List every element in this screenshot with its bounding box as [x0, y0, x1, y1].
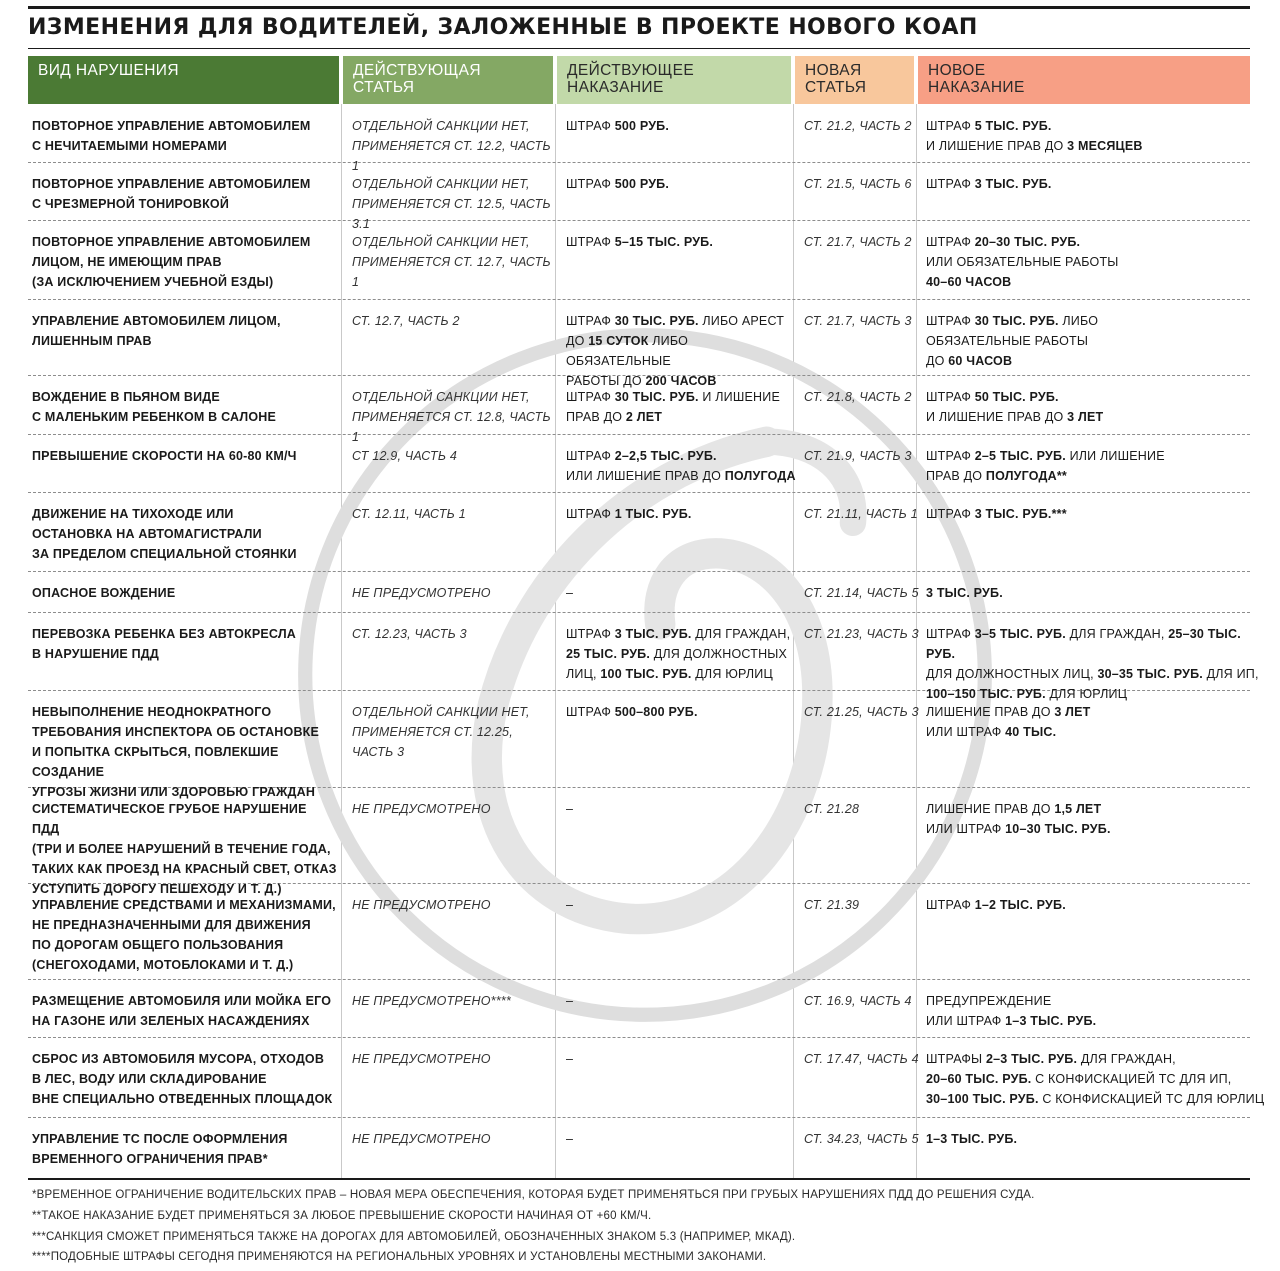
- cell-current-penalty: ШТРАФ 500 РУБ.: [566, 177, 670, 191]
- table-row: [28, 787, 1250, 896]
- cell-current-article: ОТДЕЛЬНОЙ САНКЦИИ НЕТ, ПРИМЕНЯЕТСЯ СТ. 12.2, ЧАСТЬ 1: [352, 119, 551, 173]
- cell-current-article: НЕ ПРЕДУСМОТРЕНО: [352, 802, 491, 816]
- cell-new-article: СТ. 17.47, ЧАСТЬ 4: [804, 1052, 919, 1066]
- cell-current-penalty: –: [566, 1132, 574, 1146]
- cell-current-article: НЕ ПРЕДУСМОТРЕНО: [352, 898, 491, 912]
- cell-current-penalty: –: [566, 1052, 574, 1066]
- header-new-article: [795, 56, 914, 104]
- cell-current-article: НЕ ПРЕДУСМОТРЕНО: [352, 586, 491, 600]
- table-row: [28, 571, 1250, 613]
- table-row: [28, 1117, 1250, 1178]
- cell-current-article: ОТДЕЛЬНОЙ САНКЦИИ НЕТ, ПРИМЕНЯЕТСЯ СТ. 12.8, ЧАСТЬ 1: [352, 390, 551, 444]
- cell-new-penalty: ШТРАФ 3 ТЫС. РУБ.: [926, 177, 1052, 191]
- cell-new-article: СТ. 21.8, ЧАСТЬ 2: [804, 390, 912, 404]
- cell-violation: УПРАВЛЕНИЕ АВТОМОБИЛЕМ ЛИЦОМ, ЛИШЕННЫМ ПРАВ: [32, 314, 281, 348]
- footnote: ***САНКЦИЯ СМОЖЕТ ПРИМЕНЯТЬСЯ ТАКЖЕ НА ДОРОГАХ ДЛЯ АВТОМОБИЛЕЙ, ОБОЗНАЧЕННЫХ ЗНАКОМ 5.3 (НАПРИМЕР, МКАД).: [32, 1231, 796, 1243]
- cell-new-penalty: ШТРАФ 2–5 ТЫС. РУБ. ИЛИ ЛИШЕНИЕ ПРАВ ДО ПОЛУГОДА**: [926, 449, 1165, 483]
- cell-new-article: СТ. 21.39: [804, 898, 860, 912]
- header-current-penalty-label: ДЕЙСТВУЮЩЕЕ НАКАЗАНИЕ: [567, 62, 695, 96]
- cell-violation: УПРАВЛЕНИЕ СРЕДСТВАМИ И МЕХАНИЗМАМИ, НЕ ПРЕДНАЗНАЧЕННЫМИ ДЛЯ ДВИЖЕНИЯ ПО ДОРОГАМ ОБЩЕГО ПОЛЬЗОВАНИЯ (СНЕГОХОДАМИ, МОТОБЛОКАМИ И Т. Д.): [32, 898, 336, 972]
- table-row: [28, 690, 1250, 799]
- cell-current-penalty: ШТРАФ 30 ТЫС. РУБ. ЛИБО АРЕСТ ДО 15 СУТОК ЛИБО ОБЯЗАТЕЛЬНЫЕ РАБОТЫ ДО 200 ЧАСОВ: [566, 314, 785, 388]
- cell-current-penalty: –: [566, 586, 574, 600]
- cell-new-penalty: ШТРАФ 1–2 ТЫС. РУБ.: [926, 898, 1066, 912]
- cell-current-penalty: ШТРАФ 500–800 РУБ.: [566, 705, 698, 719]
- cell-current-penalty: ШТРАФ 30 ТЫС. РУБ. И ЛИШЕНИЕ ПРАВ ДО 2 ЛЕТ: [566, 390, 780, 424]
- cell-new-penalty: ШТРАФ 5 ТЫС. РУБ. И ЛИШЕНИЕ ПРАВ ДО 3 МЕСЯЦЕВ: [926, 119, 1143, 153]
- cell-current-article: СТ. 12.23, ЧАСТЬ 3: [352, 627, 467, 641]
- cell-current-article: ОТДЕЛЬНОЙ САНКЦИИ НЕТ, ПРИМЕНЯЕТСЯ СТ. 12.5, ЧАСТЬ 3.1: [352, 177, 551, 231]
- table-row: [28, 612, 1259, 701]
- cell-new-article: СТ. 21.28: [804, 802, 860, 816]
- cell-current-article: ОТДЕЛЬНОЙ САНКЦИИ НЕТ, ПРИМЕНЯЕТСЯ СТ. 12.25, ЧАСТЬ 3: [352, 705, 530, 759]
- cell-violation: ДВИЖЕНИЕ НА ТИХОХОДЕ ИЛИ ОСТАНОВКА НА АВТОМАГИСТРАЛИ ЗА ПРЕДЕЛОМ СПЕЦИАЛЬНОЙ СТОЯНКИ: [32, 507, 297, 561]
- cell-current-penalty: ШТРАФ 2–2,5 ТЫС. РУБ. ИЛИ ЛИШЕНИЕ ПРАВ ДО ПОЛУГОДА: [566, 449, 796, 483]
- cell-violation: НЕВЫПОЛНЕНИЕ НЕОДНОКРАТНОГО ТРЕБОВАНИЯ ИНСПЕКТОРА ОБ ОСТАНОВКЕ И ПОПЫТКА СКРЫТЬСЯ, ПОВЛЕКШИЕ СОЗДАНИЕ УГРОЗЫ ЖИЗНИ ИЛИ ЗДОРОВЬЮ ГРАЖДАН: [32, 705, 320, 799]
- header-current-article-label: ДЕЙСТВУЮЩАЯ СТАТЬЯ: [353, 62, 481, 96]
- cell-new-penalty: ЛИШЕНИЕ ПРАВ ДО 1,5 ЛЕТ ИЛИ ШТРАФ 10–30 ТЫС. РУБ.: [926, 802, 1111, 836]
- cell-new-article: СТ. 21.14, ЧАСТЬ 5: [804, 586, 919, 600]
- cell-current-penalty: ШТРАФ 5–15 ТЫС. РУБ.: [566, 235, 714, 249]
- cell-new-article: СТ. 34.23, ЧАСТЬ 5: [804, 1132, 919, 1146]
- cell-violation: ПОВТОРНОЕ УПРАВЛЕНИЕ АВТОМОБИЛЕМ ЛИЦОМ, НЕ ИМЕЮЩИМ ПРАВ (ЗА ИСКЛЮЧЕНИЕМ УЧЕБНОЙ ЕЗДЫ): [32, 235, 311, 289]
- cell-new-penalty: ЛИШЕНИЕ ПРАВ ДО 3 ЛЕТ ИЛИ ШТРАФ 40 ТЫС.: [926, 705, 1091, 739]
- cell-violation: ВОЖДЕНИЕ В ПЬЯНОМ ВИДЕ С МАЛЕНЬКИМ РЕБЕНКОМ В САЛОНЕ: [32, 390, 277, 424]
- cell-current-penalty: ШТРАФ 500 РУБ.: [566, 119, 670, 133]
- cell-new-penalty: ПРЕДУПРЕЖДЕНИЕ ИЛИ ШТРАФ 1–3 ТЫС. РУБ.: [926, 994, 1097, 1028]
- table-row: [28, 1037, 1265, 1118]
- cell-new-article: СТ. 21.7, ЧАСТЬ 2: [804, 235, 912, 249]
- cell-new-article: СТ. 21.25, ЧАСТЬ 3: [804, 705, 919, 719]
- header-current-penalty: [557, 56, 791, 104]
- cell-current-article: НЕ ПРЕДУСМОТРЕНО: [352, 1132, 491, 1146]
- cell-new-article: СТ. 21.7, ЧАСТЬ 3: [804, 314, 912, 328]
- cell-violation: СБРОС ИЗ АВТОМОБИЛЯ МУСОРА, ОТХОДОВ В ЛЕС, ВОДУ ИЛИ СКЛАДИРОВАНИЕ ВНЕ СПЕЦИАЛЬНО ОТВЕДЕННЫХ ПЛОЩАДОК: [32, 1052, 333, 1106]
- cell-current-article: ОТДЕЛЬНОЙ САНКЦИИ НЕТ, ПРИМЕНЯЕТСЯ СТ. 12.7, ЧАСТЬ 1: [352, 235, 551, 289]
- cell-violation: СИСТЕМАТИЧЕСКОЕ ГРУБОЕ НАРУШЕНИЕ ПДД (ТРИ И БОЛЕЕ НАРУШЕНИЙ В ТЕЧЕНИЕ ГОДА, ТАКИХ КАК ПРОЕЗД НА КРАСНЫЙ СВЕТ, ОТКАЗ УСТУПИТЬ ДОРОГУ ПЕШЕХОДУ И Т. Д.): [32, 802, 337, 896]
- header-current-article: [343, 56, 553, 104]
- cell-violation: РАЗМЕЩЕНИЕ АВТОМОБИЛЯ ИЛИ МОЙКА ЕГО НА ГАЗОНЕ ИЛИ ЗЕЛЕНЫХ НАСАЖДЕНИЯХ: [32, 994, 332, 1028]
- header-violation: [28, 56, 339, 104]
- table-row: [28, 104, 1250, 173]
- top-rule: [28, 6, 1250, 9]
- cell-current-penalty: ШТРАФ 3 ТЫС. РУБ. ДЛЯ ГРАЖДАН, 25 ТЫС. РУБ. ДЛЯ ДОЛЖНОСТНЫХ ЛИЦ, 100 ТЫС. РУБ. ДЛЯ ЮРЛИЦ: [566, 627, 791, 681]
- table-bottom-rule: [28, 1178, 1250, 1180]
- page-title: ИЗМЕНЕНИЯ ДЛЯ ВОДИТЕЛЕЙ, ЗАЛОЖЕННЫЕ В ПРОЕКТЕ НОВОГО КОАП: [28, 15, 978, 40]
- cell-current-article: НЕ ПРЕДУСМОТРЕНО****: [352, 994, 511, 1008]
- cell-new-penalty: ШТРАФ 30 ТЫС. РУБ. ЛИБО ОБЯЗАТЕЛЬНЫЕ РАБОТЫ ДО 60 ЧАСОВ: [926, 314, 1099, 368]
- cell-current-article: НЕ ПРЕДУСМОТРЕНО: [352, 1052, 491, 1066]
- cell-new-penalty: ШТРАФ 20–30 ТЫС. РУБ. ИЛИ ОБЯЗАТЕЛЬНЫЕ РАБОТЫ 40–60 ЧАСОВ: [926, 235, 1119, 289]
- table-row: [28, 883, 1250, 980]
- header-violation-label: ВИД НАРУШЕНИЯ: [38, 62, 179, 79]
- footnote: ****ПОДОБНЫЕ ШТРАФЫ СЕГОДНЯ ПРИМЕНЯЮТСЯ НА РЕГИОНАЛЬНЫХ УРОВНЯХ И УСТАНОВЛЕНЫ МЕСТНЫМИ ЗАКОНАМИ.: [32, 1251, 767, 1263]
- cell-violation: ОПАСНОЕ ВОЖДЕНИЕ: [32, 586, 176, 600]
- cell-new-article: СТ. 21.2, ЧАСТЬ 2: [804, 119, 912, 133]
- cell-new-penalty: ШТРАФЫ 2–3 ТЫС. РУБ. ДЛЯ ГРАЖДАН, 20–60 ТЫС. РУБ. С КОНФИСКАЦИЕЙ ТС ДЛЯ ИП, 30–100 ТЫС. РУБ. С КОНФИСКАЦИЕЙ ТС ДЛЯ ЮРЛИЦ: [926, 1052, 1265, 1106]
- title-rule: [28, 48, 1250, 49]
- table-row: [28, 375, 1250, 444]
- header-new-penalty: [918, 56, 1250, 104]
- cell-new-article: СТ. 21.5, ЧАСТЬ 6: [804, 177, 912, 191]
- cell-violation: УПРАВЛЕНИЕ ТС ПОСЛЕ ОФОРМЛЕНИЯ ВРЕМЕННОГО ОГРАНИЧЕНИЯ ПРАВ*: [32, 1132, 288, 1166]
- cell-violation: ПЕРЕВОЗКА РЕБЕНКА БЕЗ АВТОКРЕСЛА В НАРУШЕНИЕ ПДД: [32, 627, 297, 661]
- cell-new-penalty: 1–3 ТЫС. РУБ.: [926, 1132, 1018, 1146]
- cell-new-penalty: ШТРАФ 50 ТЫС. РУБ. И ЛИШЕНИЕ ПРАВ ДО 3 ЛЕТ: [926, 390, 1104, 424]
- cell-new-article: СТ. 21.9, ЧАСТЬ 3: [804, 449, 912, 463]
- table-row: [28, 979, 1250, 1038]
- table-row: [28, 162, 1250, 231]
- cell-current-article: СТ. 12.11, ЧАСТЬ 1: [352, 507, 466, 521]
- cell-current-penalty: –: [566, 898, 574, 912]
- table-row: [28, 434, 1250, 493]
- table-row: [28, 492, 1250, 572]
- cell-new-penalty: ШТРАФ 3–5 ТЫС. РУБ. ДЛЯ ГРАЖДАН, 25–30 ТЫС. РУБ. ДЛЯ ДОЛЖНОСТНЫХ ЛИЦ, 30–35 ТЫС. РУБ. ДЛЯ ИП, 100–150 ТЫС. РУБ. ДЛЯ ЮРЛИЦ: [926, 627, 1259, 701]
- table-row: [28, 299, 1250, 388]
- header-new-article-label: НОВАЯ СТАТЬЯ: [805, 62, 867, 96]
- cell-new-article: СТ. 21.23, ЧАСТЬ 3: [804, 627, 919, 641]
- cell-new-article: СТ. 16.9, ЧАСТЬ 4: [804, 994, 912, 1008]
- cell-current-article: СТ. 12.7, ЧАСТЬ 2: [352, 314, 460, 328]
- cell-current-penalty: –: [566, 994, 574, 1008]
- cell-violation: ПРЕВЫШЕНИЕ СКОРОСТИ НА 60-80 КМ/Ч: [32, 449, 297, 463]
- cell-current-penalty: ШТРАФ 1 ТЫС. РУБ.: [566, 507, 692, 521]
- cell-new-article: СТ. 21.11, ЧАСТЬ 1: [804, 507, 918, 521]
- cell-current-penalty: –: [566, 802, 574, 816]
- footnote: *ВРЕМЕННОЕ ОГРАНИЧЕНИЕ ВОДИТЕЛЬСКИХ ПРАВ – НОВАЯ МЕРА ОБЕСПЕЧЕНИЯ, КОТОРАЯ БУДЕТ ПРИМЕНЯТЬСЯ ПРИ ГРУБЫХ НАРУШЕНИЯХ ПДД ДО РЕШЕНИЯ СУДА.: [32, 1189, 1035, 1201]
- table-row: [28, 220, 1250, 300]
- cell-new-penalty: 3 ТЫС. РУБ.: [926, 586, 1003, 600]
- header-new-penalty-label: НОВОЕ НАКАЗАНИЕ: [928, 62, 1025, 96]
- cell-current-article: СТ 12.9, ЧАСТЬ 4: [352, 449, 458, 463]
- cell-violation: ПОВТОРНОЕ УПРАВЛЕНИЕ АВТОМОБИЛЕМ С НЕЧИТАЕМЫМИ НОМЕРАМИ: [32, 119, 311, 153]
- cell-new-penalty: ШТРАФ 3 ТЫС. РУБ.***: [926, 507, 1067, 521]
- footnote: **ТАКОЕ НАКАЗАНИЕ БУДЕТ ПРИМЕНЯТЬСЯ ЗА ЛЮБОЕ ПРЕВЫШЕНИЕ СКОРОСТИ НАЧИНАЯ ОТ +60 КМ/Ч.: [32, 1210, 652, 1222]
- cell-violation: ПОВТОРНОЕ УПРАВЛЕНИЕ АВТОМОБИЛЕМ С ЧРЕЗМЕРНОЙ ТОНИРОВКОЙ: [32, 177, 311, 211]
